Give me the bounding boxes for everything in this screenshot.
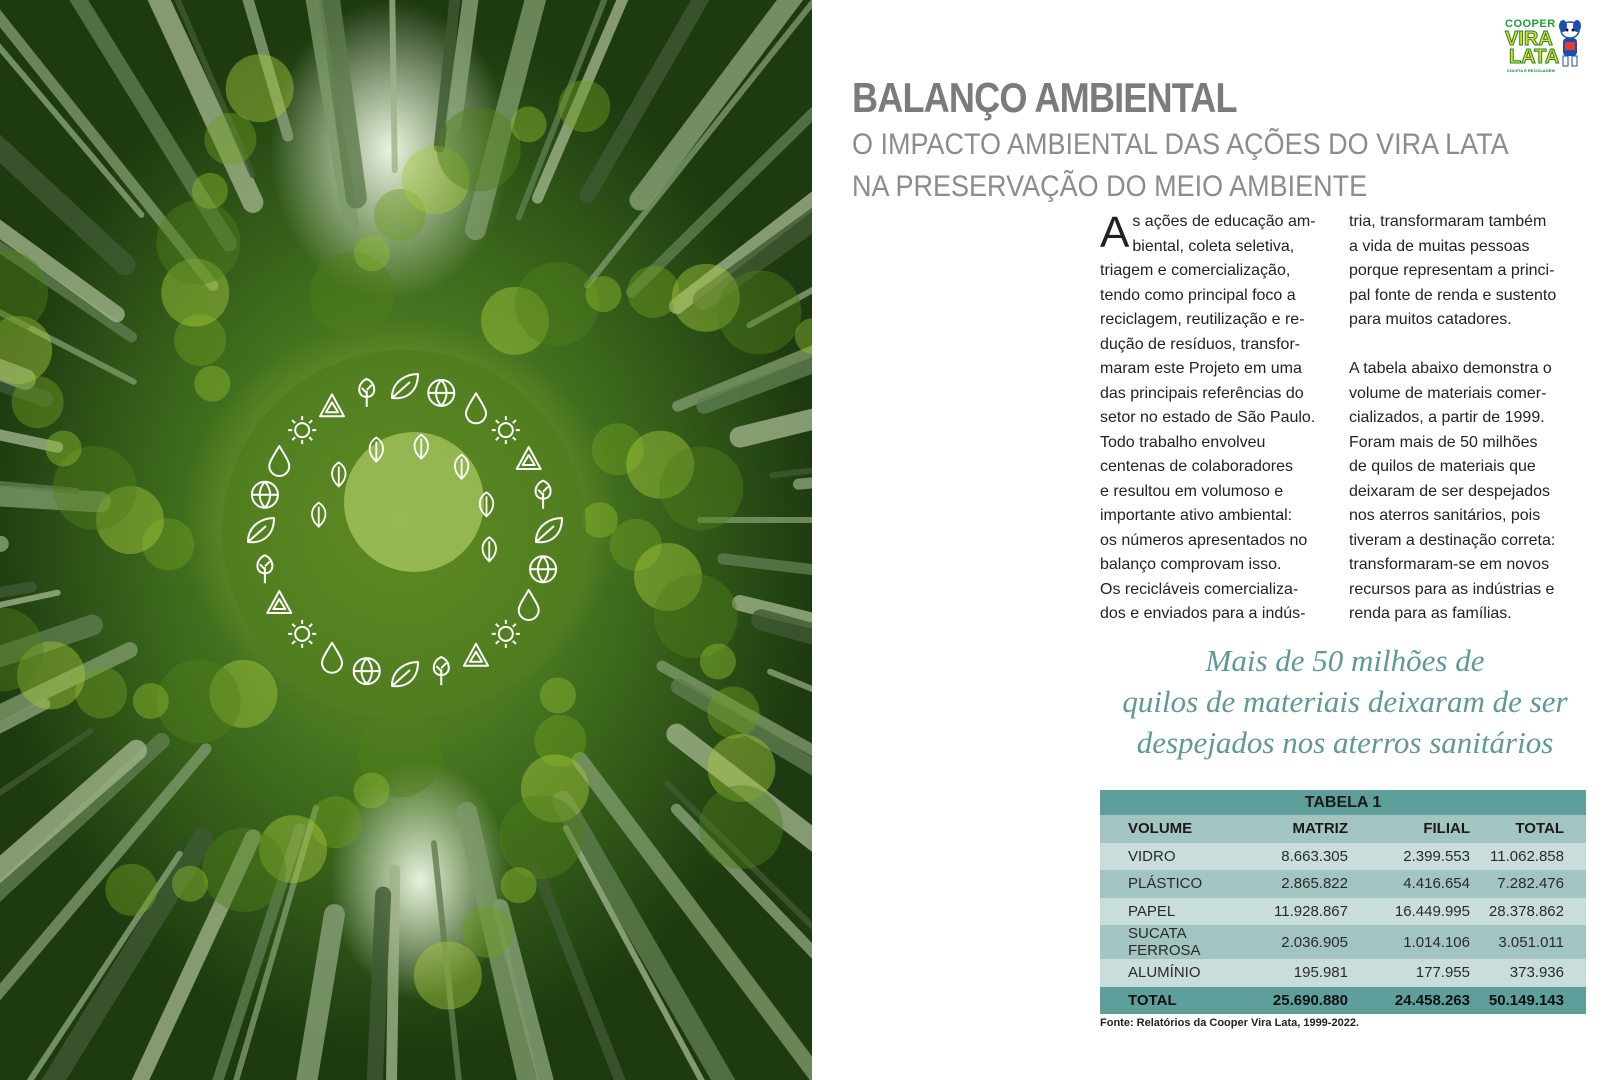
materials-table [1100, 790, 1586, 1014]
row-label: PAPEL [1100, 898, 1248, 926]
logo-line-2: VIRA [1505, 28, 1553, 50]
logo-line-1: COOPER [1505, 18, 1556, 30]
row-label: ALUMÍNIO [1100, 959, 1248, 987]
table-row [1100, 925, 1586, 959]
logo-line-3: LATA [1509, 46, 1560, 68]
row-total: 7.282.476 [1470, 870, 1586, 898]
row-filial: 1.014.106 [1348, 925, 1470, 959]
table-row [1100, 870, 1586, 898]
row-total: 3.051.011 [1470, 925, 1586, 959]
logo-tagline: COLETA E RECICLAGEM [1507, 68, 1555, 73]
row-matriz: 8.663.305 [1248, 843, 1348, 871]
row-matriz: 2.865.822 [1248, 870, 1348, 898]
header-matriz: MATRIZ [1248, 815, 1348, 843]
drop-cap: A [1100, 208, 1130, 257]
total-matriz: 25.690.880 [1248, 987, 1348, 1015]
cooper-vira-lata-logo [1505, 14, 1583, 74]
body-paragraph-1: s ações de educação am- biental, coleta seletiva, triagem e comercialização, tendo como principal foco a reciclagem, reutilização e re- dução de resíduos, transfor- maram este Projeto em uma das principais referências do setor no estado de São Paulo. Todo trabalho envolveu centenas de colaboradores e resultou em volumoso e importante ativo ambiental: os números apresentados no balanço comprovam isso. Os recicláveis comercializa- dos e enviados para a indús- [1100, 213, 1316, 622]
row-total: 28.378.862 [1470, 898, 1586, 926]
table-row [1100, 959, 1586, 987]
row-matriz: 2.036.905 [1248, 925, 1348, 959]
row-filial: 4.416.654 [1348, 870, 1470, 898]
total-filial: 24.458.263 [1348, 987, 1470, 1015]
header-volume: VOLUME [1100, 815, 1248, 843]
table-header-row [1100, 815, 1586, 843]
header-total: TOTAL [1470, 815, 1586, 843]
row-filial: 2.399.553 [1348, 843, 1470, 871]
row-label: PLÁSTICO [1100, 870, 1248, 898]
page-subtitle: O IMPACTO AMBIENTAL DAS AÇÕES DO VIRA LATA NA PRESERVAÇÃO DO MEIO AMBIENTE [852, 128, 1509, 203]
row-label: SUCATA FERROSA [1100, 925, 1248, 959]
table-row [1100, 843, 1586, 871]
row-total: 11.062.858 [1470, 843, 1586, 871]
table-row [1100, 898, 1586, 926]
body-paragraph-3: A tabela abaixo demonstra o volume de materiais comer- cializados, a partir de 1999. Foram mais de 50 milhões de quilos de materiais que deixaram de ser despejados nos aterros sanitários, pois tiveram a destinação correta: transformaram-se em novos recursos para as indústrias e renda para as famílias. [1349, 360, 1556, 622]
disc-glow [344, 432, 484, 572]
row-total: 373.936 [1470, 959, 1586, 987]
table-total-row [1100, 987, 1586, 1015]
body-column-1 [1100, 210, 1350, 627]
dog-mascot-icon [1557, 20, 1583, 68]
row-label: VIDRO [1100, 843, 1248, 871]
body-paragraph-2: tria, transformaram também a vida de muitas pessoas porque representam a princi- pal fonte de renda e sustento para muitos catadores. [1349, 213, 1557, 328]
materials-table-block [1100, 790, 1586, 1029]
row-matriz: 195.981 [1248, 959, 1348, 987]
body-column-2 [1349, 210, 1599, 627]
row-filial: 177.955 [1348, 959, 1470, 987]
table-caption: TABELA 1 [1100, 790, 1586, 815]
total-label: TOTAL [1100, 987, 1248, 1015]
pull-quote: Mais de 50 milhões de quilos de materiais deixaram de ser despejados nos aterros sanitários [1122, 643, 1568, 760]
total-total: 50.149.143 [1470, 987, 1586, 1015]
page-title: BALANÇO AMBIENTAL [852, 74, 1237, 121]
row-matriz: 11.928.867 [1248, 898, 1348, 926]
header-filial: FILIAL [1348, 815, 1470, 843]
table-source-note: Fonte: Relatórios da Cooper Vira Lata, 1999-2022. [1100, 1017, 1359, 1029]
row-filial: 16.449.995 [1348, 898, 1470, 926]
